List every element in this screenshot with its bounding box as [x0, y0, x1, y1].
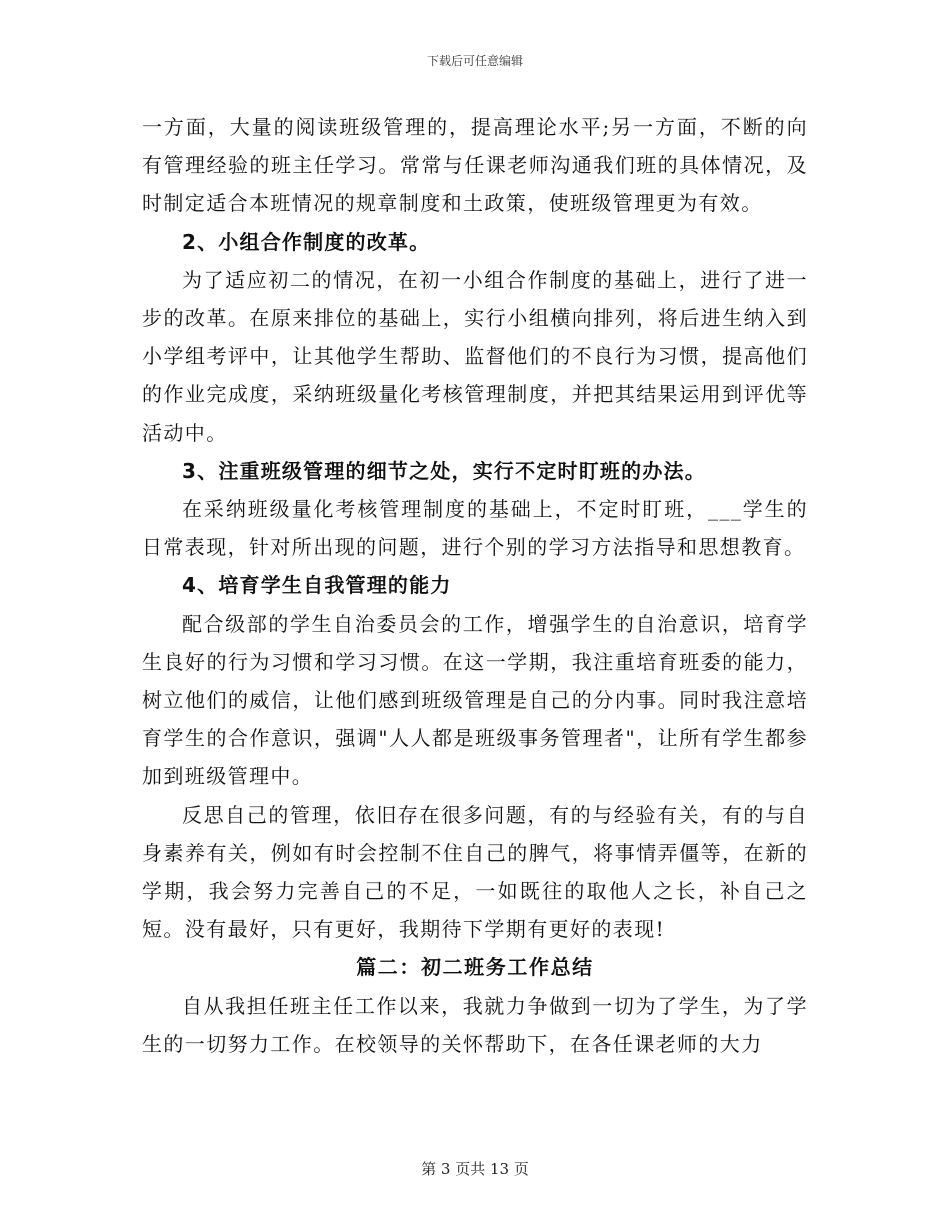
document-body — [142, 108, 808, 1063]
paragraph-reflection: 反思自己的管理，依旧存在很多问题，有的与经验有关，有的与自身素养有关，例如有时会控制不住自己的脾气，将事情弄僵等，在新的学期，我会努力完善自己的不足，一如既往的取他人之长，补自己之短。没有最好，只有更好，我期待下学期有更好的表现! — [142, 802, 808, 942]
heading-self-management: 4、培育学生自我管理的能力 — [182, 573, 452, 598]
page-header-note: 下载后可任意编辑 — [426, 54, 523, 68]
heading-group-cooperation-reform: 2、小组合作制度的改革。 — [182, 229, 431, 254]
section-title-part-two: 篇二：初二班务工作总结 — [356, 955, 594, 980]
paragraph-intro: 一方面，大量的阅读班级管理的，提高理论水平;另一方面，不断的向有管理经验的班主任学习。常常与任课老师沟通我们班的具体情况，及时制定适合本班情况的规章制度和土政策，使班级管理更为有效。 — [142, 115, 808, 216]
paragraph-part-two-intro: 自从我担任班主任工作以来，我就力争做到一切为了学生，为了学生的一切努力工作。在校领导的关怀帮助下，在各任课老师的大力 — [142, 993, 808, 1056]
page-number-footer: 第 3 页共 13 页 — [421, 1160, 529, 1178]
paragraph-class-management-details: 在采纳班级量化考核管理制度的基础上，不定时盯班，___学生的日常表现，针对所出现的问题，进行个别的学习方法指导和思想教育。 — [142, 497, 808, 560]
heading-class-management-details: 3、注重班级管理的细节之处，实行不定时盯班的办法。 — [182, 458, 706, 483]
paragraph-group-cooperation: 为了适应初二的情况，在初一小组合作制度的基础上，进行了进一步的改革。在原来排位的基础上，实行小组横向排列，将后进生纳入到小学组考评中，让其他学生帮助、监督他们的不良行为习惯，提高他们的作业完成度，采纳班级量化考核管理制度，并把其结果运用到评优等活动中。 — [142, 267, 808, 445]
paragraph-self-management: 配合级部的学生自治委员会的工作，增强学生的自治意识，培育学生良好的行为习惯和学习习惯。在这一学期，我注重培育班委的能力，树立他们的威信，让他们感到班级管理是自己的分内事。同时我注意培育学生的合作意识，强调"人人都是班级事务管理者"，让所有学生都参加到班级管理中。 — [142, 611, 808, 789]
